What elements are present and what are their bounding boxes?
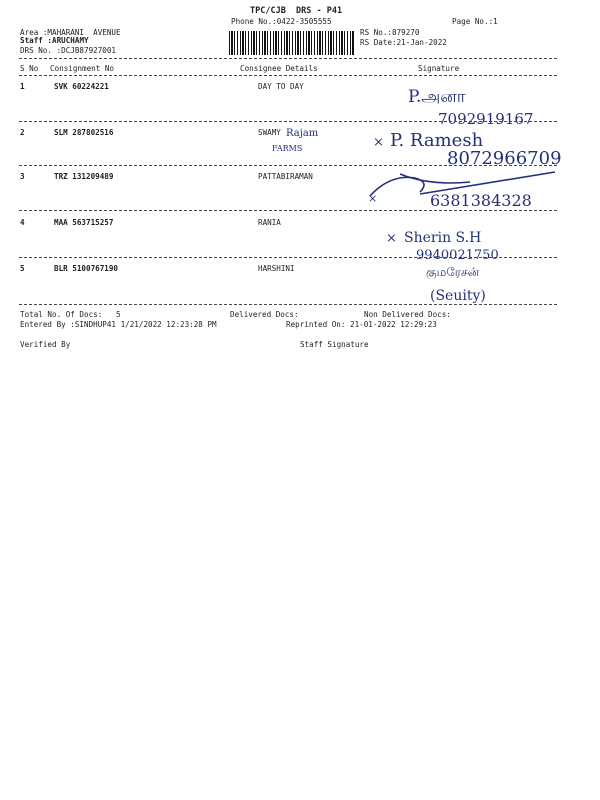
- row-consignee: RANIA: [258, 218, 281, 227]
- row-consignment: SLM 287802516: [54, 128, 114, 137]
- row-consignment: BLR 5100767190: [54, 264, 119, 273]
- divider: [19, 210, 557, 211]
- verified-by: Verified By: [20, 340, 71, 349]
- check-mark: ×: [386, 231, 397, 246]
- signature-name: P.அனா: [408, 87, 466, 107]
- column-signature: Signature: [418, 64, 460, 73]
- consignee-handwritten-line: Rajam: [286, 128, 319, 139]
- divider: [19, 304, 557, 305]
- total-docs: Total No. Of Docs: 5: [20, 310, 121, 319]
- phone-number: Phone No.:0422-3505555: [231, 17, 332, 26]
- row-consignee: SWAMY: [258, 128, 281, 137]
- signature-name: P. Ramesh: [390, 130, 484, 151]
- signature-name: Sherin S.H: [404, 230, 482, 246]
- row-sno: 2: [20, 128, 25, 137]
- signature-row-2: [365, 122, 590, 170]
- document-title: TPC/CJB DRS - P41: [250, 6, 343, 16]
- signature-row-4: [380, 222, 555, 262]
- signature-phone: 7092919167: [438, 110, 534, 128]
- row-sno: 4: [20, 218, 25, 227]
- rs-date: RS Date:21-Jan-2022: [360, 38, 447, 47]
- page-number: Page No.:1: [452, 17, 498, 26]
- divider: [19, 75, 557, 76]
- row-sno: 5: [20, 264, 25, 273]
- row-consignment: TRZ 131209489: [54, 172, 114, 181]
- divider: [19, 58, 557, 59]
- area-label: Area :MAHARANI AVENUE: [20, 28, 121, 37]
- signature-row-5: [420, 258, 540, 308]
- consignee-handwriting: [255, 122, 365, 158]
- rs-number: RS No.:879270: [360, 28, 420, 37]
- row-sno: 3: [20, 172, 25, 181]
- row-consignee: PATTABIRAMAN: [258, 172, 313, 181]
- column-consignee: Consignee Details: [240, 64, 318, 73]
- delivered-docs: Delivered Docs:: [230, 310, 299, 319]
- column-sno: S No: [20, 64, 39, 73]
- non-delivered-docs: Non Delivered Docs:: [364, 310, 451, 319]
- row-consignee: HARSHINI: [258, 264, 295, 273]
- signature-note: (Seuity): [430, 288, 486, 304]
- signature-phone: 6381384328: [430, 191, 532, 210]
- check-mark: ×: [368, 192, 378, 205]
- row-consignment: SVK 60224221: [54, 82, 109, 91]
- signature-name: குமரேசன்: [426, 265, 480, 279]
- row-consignee: DAY TO DAY: [258, 82, 304, 91]
- row-consignment: MAA 563715257: [54, 218, 114, 227]
- signature-row-3: [360, 164, 565, 214]
- check-mark: ×: [373, 135, 384, 150]
- entered-by: Entered By :SINDHUP41 1/21/2022 12:23:28 PM: [20, 320, 217, 329]
- row-sno: 1: [20, 82, 25, 91]
- barcode: [229, 31, 354, 55]
- staff-name: ARUCHAMY: [52, 36, 89, 45]
- signature-phone: 8072966709: [447, 148, 562, 169]
- staff-signature: Staff Signature: [300, 340, 369, 349]
- staff-prefix: Staff :: [20, 36, 53, 45]
- signature-phone: 9940021750: [416, 248, 499, 263]
- column-consignment: Consignment No: [50, 64, 115, 73]
- consignee-handwritten-line: FARMS: [272, 144, 303, 153]
- reprinted-on: Reprinted On: 21-01-2022 12:29:23: [286, 320, 437, 329]
- staff-label: [20, 36, 89, 45]
- drs-number: DRS No. :DCJB87927001: [20, 46, 117, 55]
